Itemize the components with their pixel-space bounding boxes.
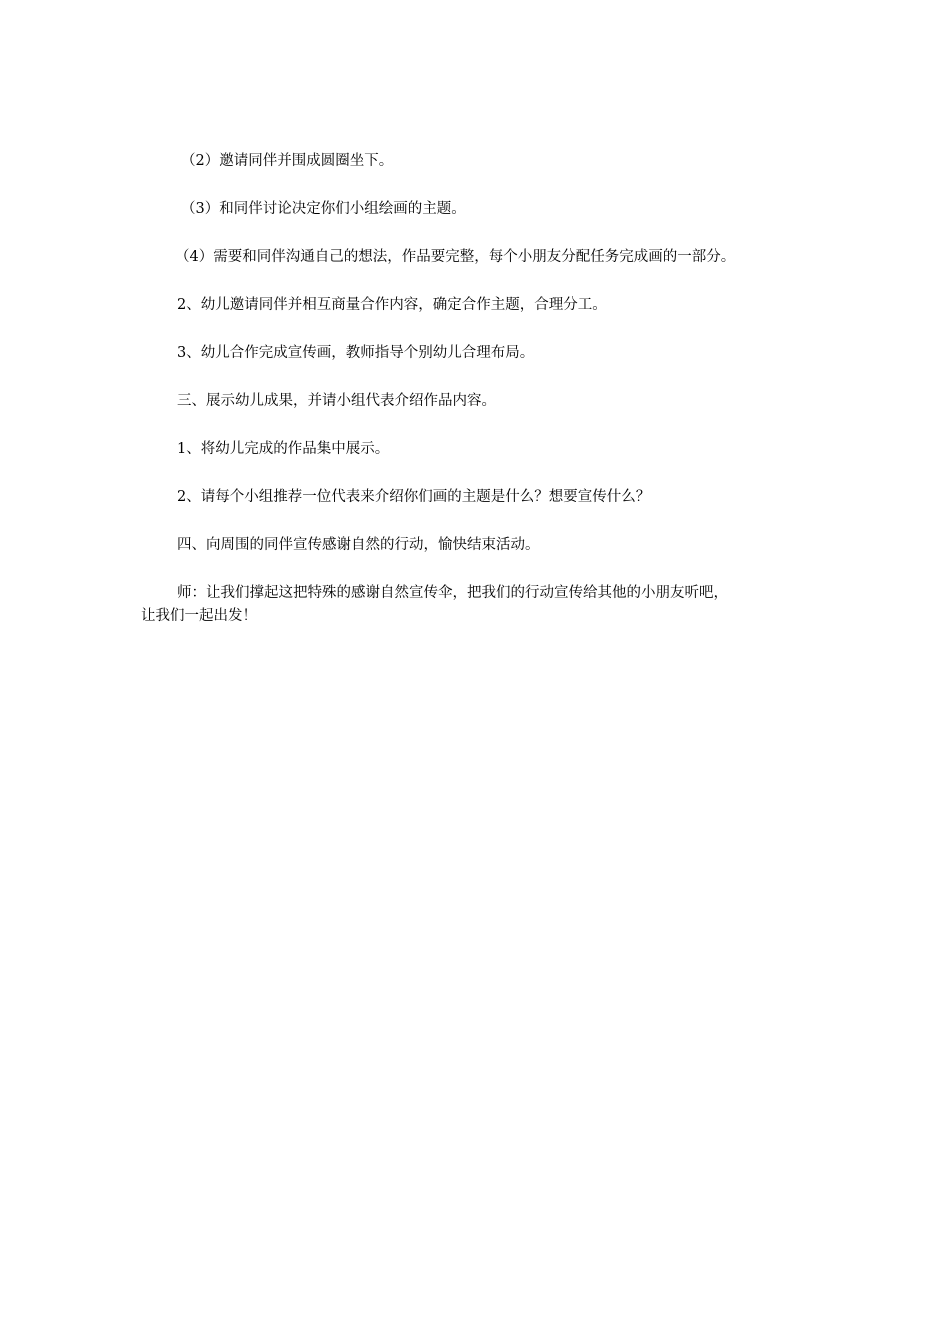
document-body bbox=[141, 150, 817, 653]
paragraph-item-2-invite: 2、幼儿邀请同伴并相互商量合作内容，确定合作主题，合理分工。 bbox=[177, 297, 607, 313]
paragraph-closing bbox=[141, 582, 817, 628]
paragraph-step-4: （4）需要和同伴沟通自己的想法，作品要完整，每个小朋友分配任务完成画的一部分。 bbox=[175, 249, 736, 265]
paragraph-item-3-cooperate: 3、幼儿合作完成宣传画，教师指导个别幼儿合理布局。 bbox=[177, 345, 535, 361]
paragraph-step-2: （2）邀请同伴并围成圆圈坐下。 bbox=[181, 153, 394, 169]
paragraph-section-4: 四、向周围的同伴宣传感谢自然的行动，愉快结束活动。 bbox=[177, 537, 540, 553]
closing-line-2: 让我们一起出发！ bbox=[141, 608, 257, 624]
paragraph-step-3: （3）和同伴讨论决定你们小组绘画的主题。 bbox=[181, 201, 466, 217]
paragraph-item-1-display: 1、将幼儿完成的作品集中展示。 bbox=[177, 441, 390, 457]
closing-line-1: 师：让我们撑起这把特殊的感谢自然宣传伞，把我们的行动宣传给其他的小朋友听吧， bbox=[177, 585, 728, 601]
paragraph-item-2-present: 2、请每个小组推荐一位代表来介绍你们画的主题是什么？想要宣传什么？ bbox=[177, 489, 651, 505]
paragraph-section-3: 三、展示幼儿成果，并请小组代表介绍作品内容。 bbox=[177, 393, 496, 409]
